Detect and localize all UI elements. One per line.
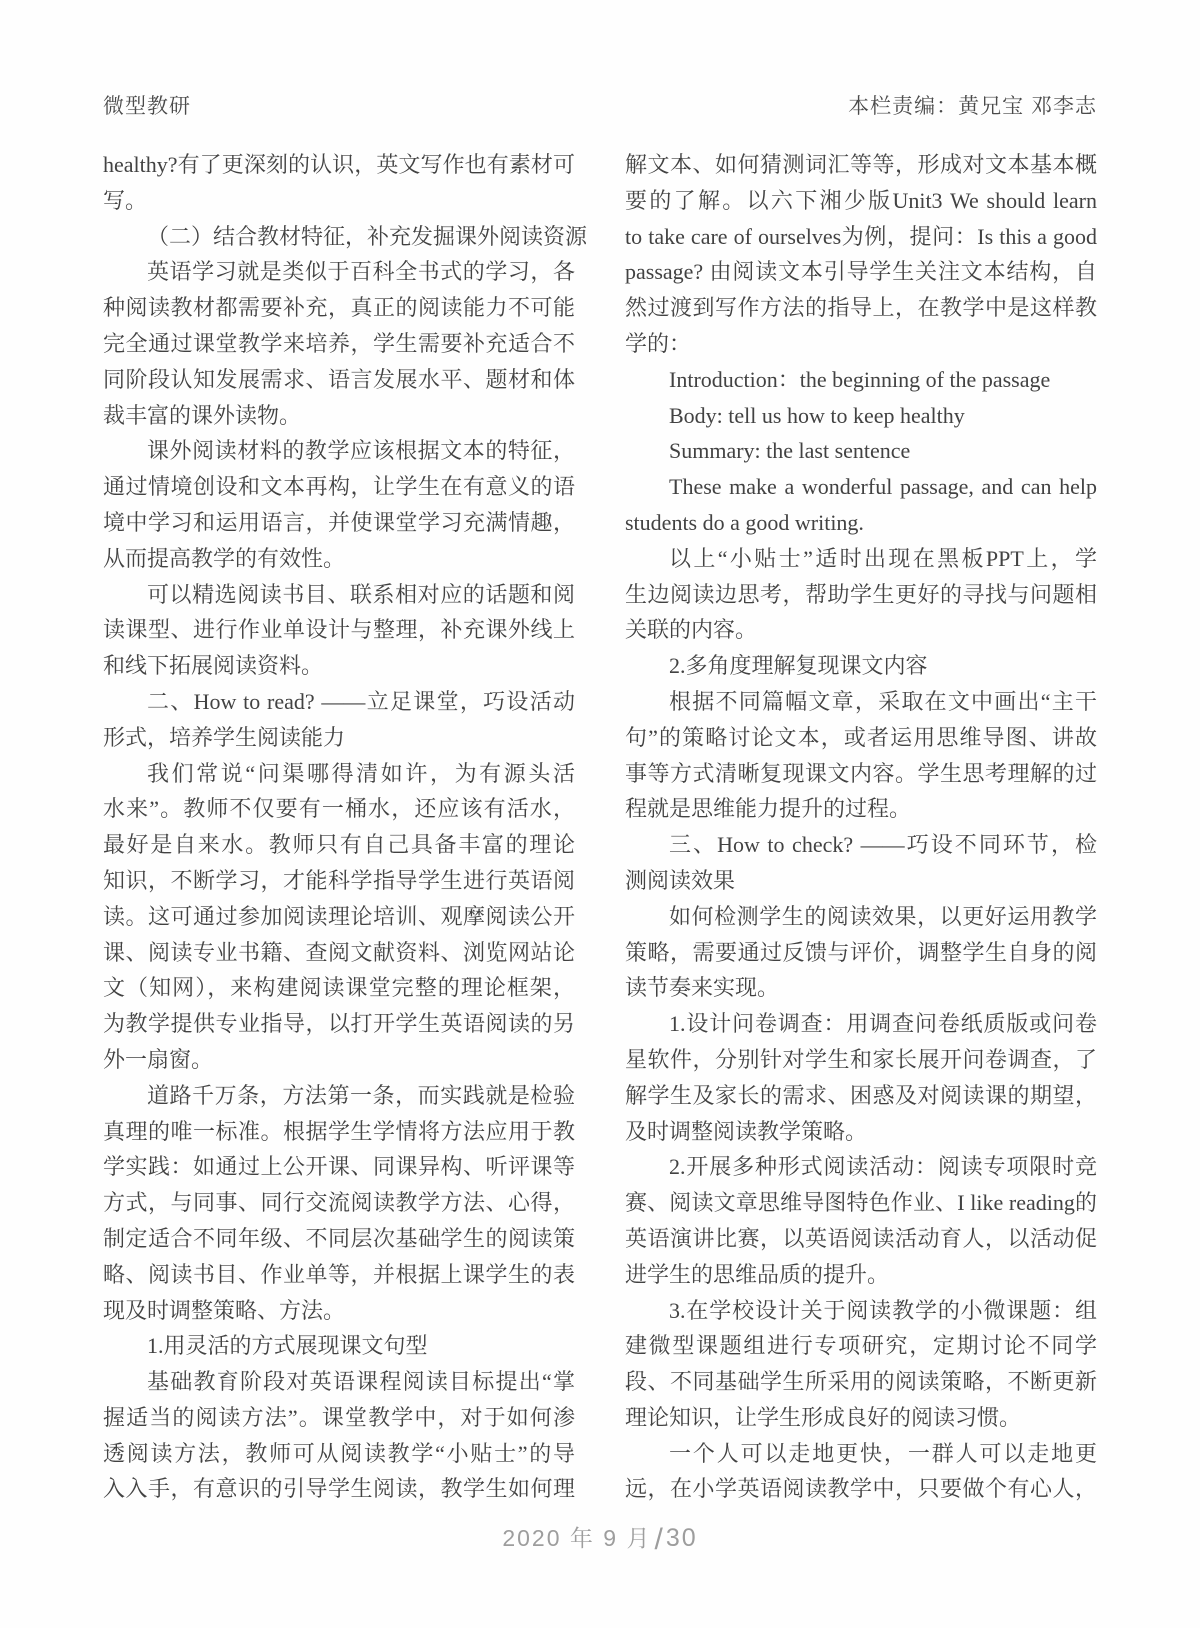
text-line: 段、不同基础学生所采用的阅读策略，不断更新 — [625, 1369, 1097, 1395]
text-line: to take care of ourselves为例，提问：Is this a good — [625, 223, 1097, 249]
text-line: 和线下拓展阅读资料。 — [103, 653, 324, 679]
text-line: 3.在学校设计关于阅读教学的小微课题：组 — [669, 1297, 1097, 1323]
text-line: 理论知识，让学生形成良好的阅读习惯。 — [625, 1404, 1022, 1430]
text-line: 关联的内容。 — [625, 617, 758, 643]
text-line: 如何检测学生的阅读效果，以更好运用教学 — [669, 903, 1097, 929]
text-line: 赛、阅读文章思维导图特色作业、I like reading的 — [625, 1190, 1097, 1216]
text-line: 根据不同篇幅文章，采取在文中画出“主干 — [669, 688, 1097, 714]
text-line: 解文本、如何猜测词汇等等，形成对文本基本概 — [625, 152, 1097, 177]
text-column-right — [625, 147, 1097, 1507]
text-line: 三、How to check? ——巧设不同环节，检 — [669, 832, 1097, 858]
text-line: 2.开展多种形式阅读活动：阅读专项限时竞 — [669, 1154, 1097, 1180]
text-line: Summary: the last sentence — [669, 438, 911, 464]
text-line: 我们常说“问渠哪得清如许，为有源头活 — [147, 760, 575, 786]
text-line: 同阶段认知发展需求、语言发展水平、题材和体 — [103, 366, 575, 392]
text-line: 读。这可通过参加阅读理论培训、观摩阅读公开 — [103, 903, 575, 929]
text-line: 及时调整阅读教学策略。 — [625, 1118, 868, 1144]
text-line: 裁丰富的课外读物。 — [103, 402, 302, 428]
text-line: 外一扇窗。 — [103, 1046, 214, 1072]
footer-page-number: 30 — [665, 1524, 698, 1552]
text-line: 然过渡到写作方法的指导上，在教学中是这样教 — [625, 295, 1097, 321]
text-line: 读节奏来实现。 — [625, 975, 780, 1001]
text-line: 完全通过课堂教学来培养，学生需要补充适合不 — [103, 330, 575, 356]
text-line: Body: tell us how to keep healthy — [669, 402, 965, 428]
text-line: 进学生的思维品质的提升。 — [625, 1261, 890, 1287]
text-line: 程就是思维能力提升的过程。 — [625, 796, 912, 822]
text-line: 学实践：如通过上公开课、同课异构、听评课等 — [103, 1154, 575, 1180]
text-line: 境中学习和运用语言，并使课堂学习充满情趣， — [103, 509, 575, 535]
text-line: 句”的策略讨论文本，或者运用思维导图、讲故 — [625, 724, 1097, 750]
text-line: 课外阅读材料的教学应该根据文本的特征， — [147, 438, 575, 464]
text-line: 可以精选阅读书目、联系相对应的话题和阅 — [147, 581, 575, 607]
text-line: 二、How to read? ——立足课堂，巧设活动 — [147, 688, 575, 714]
text-line: 真理的唯一标准。根据学生学情将方法应用于教 — [103, 1118, 575, 1144]
text-line: 现及时调整策略、方法。 — [103, 1297, 346, 1323]
text-line: 要的了解。以六下湘少版Unit3 We should learn — [625, 187, 1097, 213]
text-line: 方式，与同事、同行交流阅读教学方法、心得， — [103, 1190, 575, 1216]
text-line: 2.多角度理解复现课文内容 — [669, 653, 928, 679]
text-line: 星软件，分别针对学生和家长展开问卷调查，了 — [625, 1046, 1097, 1072]
text-line: 最好是自来水。教师只有自己具备丰富的理论 — [103, 832, 575, 858]
text-line: These make a wonderful passage, and can help — [669, 474, 1097, 500]
text-line: 握适当的阅读方法”。课堂教学中，对于如何渗 — [103, 1404, 575, 1430]
text-line: 一个人可以走地更快，一群人可以走地更 — [669, 1440, 1097, 1466]
footer-date: 2020 年 9 月 — [502, 1525, 652, 1551]
page-footer — [0, 1520, 1200, 1556]
text-line: 建微型课题组进行专项研究，定期讨论不同学 — [625, 1333, 1097, 1359]
text-line: 测阅读效果 — [625, 867, 736, 893]
text-line: 道路千万条，方法第一条，而实践就是检验 — [147, 1082, 575, 1108]
text-line: 课、阅读专业书籍、查阅文献资料、浏览网站论 — [103, 939, 575, 965]
text-line: 事等方式清晰复现课文内容。学生思考理解的过 — [625, 760, 1097, 786]
text-line: passage? 由阅读文本引导学生关注文本结构，自 — [625, 259, 1097, 285]
text-line: 生边阅读边思考，帮助学生更好的寻找与问题相 — [625, 581, 1097, 607]
text-line: 从而提高教学的有效性。 — [103, 545, 346, 571]
text-line: 通过情境创设和文本再构，让学生在有意义的语 — [103, 474, 575, 500]
text-line: 略、阅读书目、作业单等，并根据上课学生的表 — [103, 1261, 575, 1287]
text-line: Introduction：the beginning of the passage — [669, 366, 1051, 392]
text-line: 写。 — [103, 187, 148, 213]
text-line: 英语学习就是类似于百科全书式的学习，各 — [147, 259, 575, 285]
text-line: 知识，不断学习，才能科学指导学生进行英语阅 — [103, 867, 575, 893]
text-line: 学的： — [625, 330, 692, 356]
text-line: 形式，培养学生阅读能力 — [103, 724, 346, 750]
footer-slash: / — [654, 1523, 665, 1556]
text-line: 读课型、进行作业单设计与整理，补充课外线上 — [103, 617, 575, 643]
text-line: 制定适合不同年级、不同层次基础学生的阅读策 — [103, 1225, 575, 1251]
text-line: 基础教育阶段对英语课程阅读目标提出“掌 — [147, 1369, 575, 1395]
text-line: 远，在小学英语阅读教学中，只要做个有心人， — [625, 1476, 1097, 1502]
text-line: 以上“小贴士”适时出现在黑板PPT上，学 — [669, 545, 1097, 571]
editors-label: 本栏责编：黄兄宝 邓李志 — [848, 95, 1097, 118]
text-column-left — [103, 147, 588, 1507]
text-line: （二）结合教材特征，补充发掘课外阅读资源 — [147, 223, 588, 249]
text-line: 为教学提供专业指导，以打开学生英语阅读的另 — [103, 1011, 575, 1037]
text-line: 1.用灵活的方式展现课文句型 — [147, 1333, 428, 1359]
text-line: 1.设计问卷调查：用调查问卷纸质版或问卷 — [669, 1011, 1097, 1037]
text-line: 英语演讲比赛，以英语阅读活动育人，以活动促 — [625, 1225, 1097, 1251]
section-label: 微型教研 — [103, 95, 191, 118]
text-line: 水来”。教师不仅要有一桶水，还应该有活水， — [103, 796, 575, 822]
text-line: healthy?有了更深刻的认识，英文写作也有素材可 — [103, 152, 575, 177]
text-line: 文（知网），来构建阅读课堂完整的理论框架， — [103, 975, 575, 1001]
text-line: 透阅读方法，教师可从阅读教学“小贴士”的导 — [103, 1440, 575, 1466]
text-line: 策略，需要通过反馈与评价，调整学生自身的阅 — [625, 939, 1097, 965]
text-line: 种阅读教材都需要补充，真正的阅读能力不可能 — [103, 295, 575, 321]
text-line: students do a good writing. — [625, 509, 864, 535]
text-line: 入入手，有意识的引导学生阅读，教学生如何理 — [103, 1476, 575, 1502]
page-header — [103, 90, 1097, 120]
text-line: 解学生及家长的需求、困惑及对阅读课的期望， — [625, 1082, 1097, 1108]
